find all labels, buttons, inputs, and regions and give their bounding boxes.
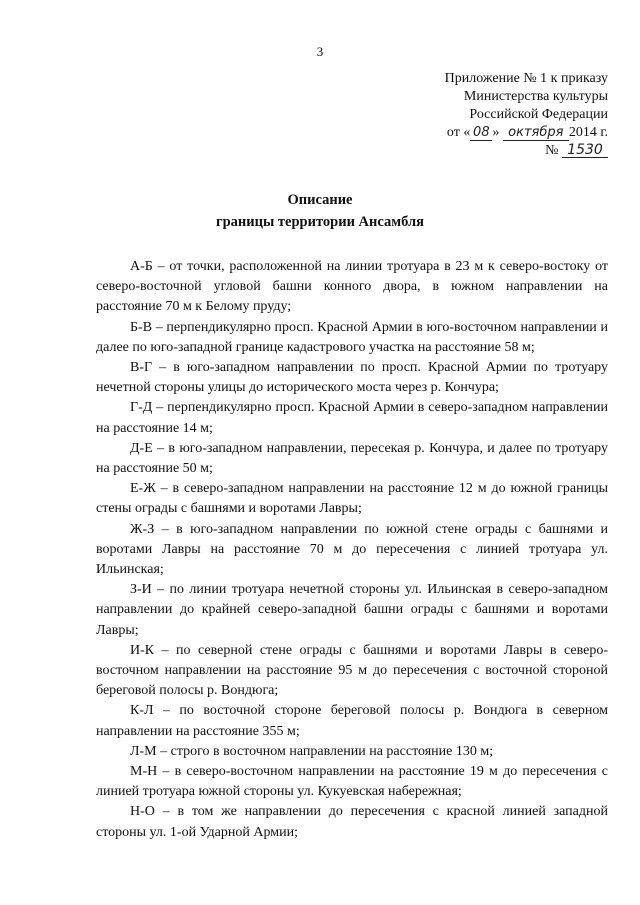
handwritten-day: 08 <box>470 126 492 141</box>
date-year: 2014 г. <box>568 125 608 140</box>
handwritten-order-number: 1530 <box>562 143 608 158</box>
appendix-line-3: Российской Федерации <box>469 107 608 122</box>
paragraph-v-g: В-Г – в юго-западном направлении по просп. Красной Армии по тротуару нечетной стороны улицы до исторического моста через р. Кончура; <box>96 360 608 396</box>
paragraph-i-k: И-К – по северной стене ограды с башнями и воротами Лавры в северо-восточном направлении на расстояние 95 м до пересечения с восточной стороной береговой полосы р. Вондюга; <box>96 642 608 699</box>
appendix-line-2: Министерства культуры <box>463 89 608 104</box>
appendix-line-1: Приложение № 1 к приказу <box>444 71 608 86</box>
date-prefix: от « <box>446 125 471 140</box>
paragraph-m-n: М-Н – в северо-восточном направлении на расстояние 19 м до пересечения с линией тротуара южной стороны ул. Кукуевская набережная; <box>96 764 608 800</box>
paragraph-z-i: З-И – по линии тротуара нечетной стороны ул. Ильинская в северо-западном направлении до крайней северо-западной башни ограды с башнями и воротами Лавры; <box>96 582 608 638</box>
title-line-1: Описание <box>287 192 353 208</box>
handwritten-month: октября <box>503 126 569 141</box>
date-middle: » <box>492 125 500 140</box>
number-prefix: № <box>545 143 559 158</box>
paragraph-g-d: Г-Д – перпендикулярно просп. Красной Армии в северо-западном направлении на расстояние 14 м; <box>96 400 608 436</box>
paragraph-b-v: Б-В – перпендикулярно просп. Красной Армии в юго-восточном направлении и далее по юго-западной границе кадастрового участка на расстояние 58 м; <box>96 319 608 355</box>
paragraph-n-o: Н-О – в том же направлении до пересечения с красной линией западной стороны ул. 1-ой Ударной Армии; <box>96 804 608 840</box>
appendix-number-line <box>445 142 608 160</box>
paragraph-a-b: А-Б – от точки, расположенной на линии тротуара в 23 м к северо-востоку от северо-восточной угловой башни конного двора, в южном направлении на расстояние 70 м к Белому пруду; <box>96 259 608 315</box>
document-title <box>0 189 640 233</box>
paragraph-e-zh: Е-Ж – в северо-западном направлении на расстояние 12 м до южной границы стены ограды с башнями и воротами Лавры; <box>96 481 608 517</box>
paragraph-k-l: К-Л – по восточной стороне береговой полосы р. Вондюга в северном направлении на расстояние 355 м; <box>96 703 608 739</box>
page-number: 3 <box>316 44 324 59</box>
paragraph-l-m: Л-М – строго в восточном направлении на расстояние 130 м; <box>130 743 494 759</box>
paragraph-zh-z: Ж-З – в юго-западном направлении по южной стене ограды с башнями и воротами Лавры на расстояние 70 м до пересечения с линией тротуара ул. Ильинская; <box>96 521 608 578</box>
title-line-2: границы территории Ансамбля <box>216 214 424 230</box>
appendix-date-line <box>445 124 608 142</box>
paragraph-d-e: Д-Е – в юго-западном направлении, пересекая р. Кончура, и далее по тротуару на расстояние 50 м; <box>96 440 608 477</box>
boundary-description <box>96 257 608 843</box>
appendix-header <box>445 70 608 160</box>
